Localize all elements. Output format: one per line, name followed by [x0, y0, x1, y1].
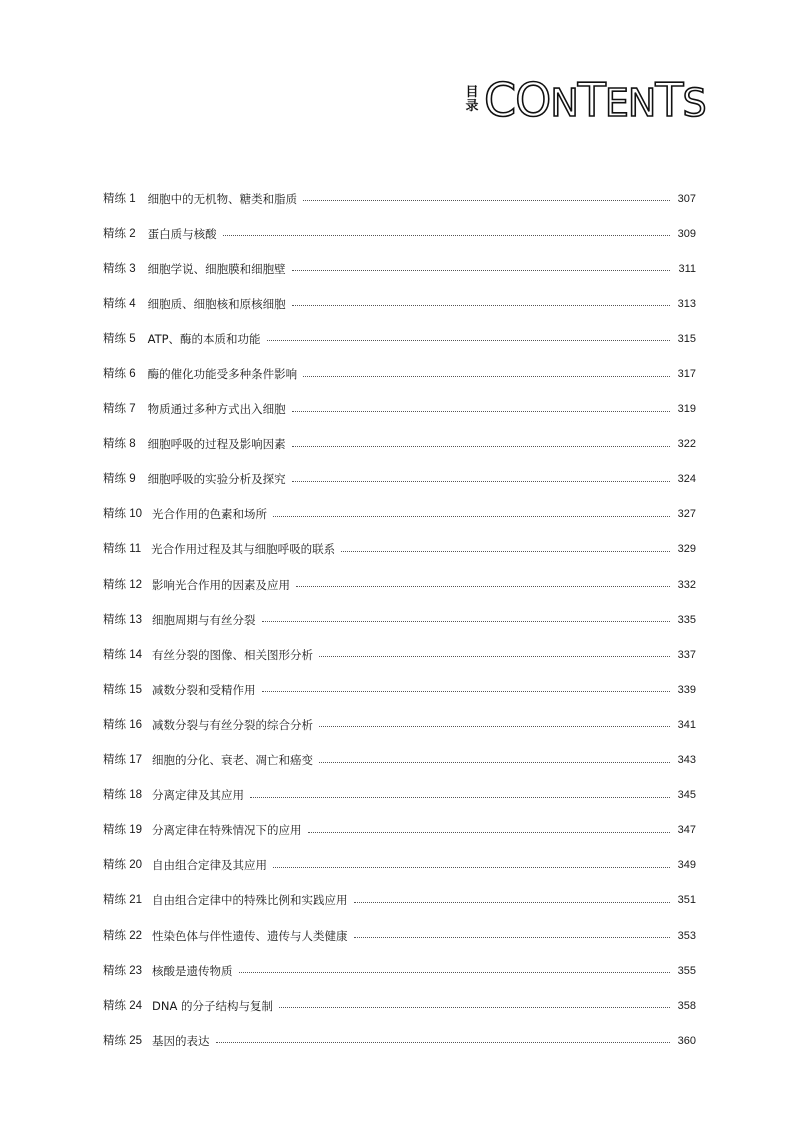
toc-entry-page: 332: [677, 578, 696, 591]
logo-letter: O: [515, 73, 551, 127]
toc-entry[interactable]: [103, 707, 696, 742]
toc-entry-number: 精练 6: [103, 368, 136, 381]
toc-entry-title: 核酸是遗传物质: [152, 963, 233, 978]
toc-entry-number: 精练 10: [103, 508, 142, 521]
toc-entry-page: 317: [677, 368, 696, 381]
logo-letter: T: [655, 73, 683, 127]
toc-leader-dots: [341, 551, 670, 552]
logo-mark-char: 目: [465, 85, 479, 100]
toc-leader-dots: [279, 1007, 670, 1008]
logo-letter: C: [484, 73, 516, 127]
toc-leader-dots: [303, 376, 670, 377]
toc-entry[interactable]: [103, 602, 696, 637]
toc-leader-dots: [308, 832, 671, 833]
toc-leader-dots: [296, 586, 670, 587]
toc-entry-page: 322: [677, 438, 696, 451]
toc-entry-page: 351: [677, 894, 696, 907]
toc-leader-dots: [223, 235, 670, 236]
toc-entry-number: 精练 4: [103, 297, 136, 310]
toc-leader-dots: [292, 481, 670, 482]
toc-entry[interactable]: [103, 918, 696, 953]
toc-entry[interactable]: [103, 743, 696, 778]
toc-entry-number: 精练 3: [103, 262, 136, 275]
toc-entry-page: 329: [677, 543, 696, 556]
toc-leader-dots: [319, 762, 670, 763]
toc-entry-title: 细胞呼吸的过程及影响因素: [147, 437, 286, 452]
toc-entry-page: 309: [677, 227, 696, 240]
toc-entry-title: ATP、酶的本质和功能: [147, 331, 261, 346]
toc-entry-page: 337: [677, 648, 696, 661]
toc-entry-page: 313: [677, 297, 696, 310]
table-of-contents: [103, 181, 696, 1058]
toc-entry[interactable]: [103, 953, 696, 988]
toc-entry[interactable]: [103, 988, 696, 1023]
toc-entry-title: 蛋白质与核酸: [147, 226, 217, 241]
logo-mark-char: 录: [465, 99, 479, 114]
toc-leader-dots: [303, 200, 670, 201]
toc-entry[interactable]: [103, 813, 696, 848]
toc-entry-page: 327: [677, 508, 696, 521]
toc-entry-page: 349: [677, 859, 696, 872]
logo-letter: N: [550, 81, 578, 125]
toc-entry-page: 319: [677, 403, 696, 416]
logo-letter: T: [577, 73, 605, 127]
toc-entry-page: 324: [677, 473, 696, 486]
toc-entry-page: 360: [677, 1034, 696, 1047]
toc-entry-title: 分离定律及其应用: [152, 788, 244, 803]
toc-entry[interactable]: [103, 356, 696, 391]
logo-letter: E: [604, 81, 628, 125]
toc-entry-title: 细胞周期与有丝分裂: [152, 612, 256, 627]
toc-entry-title: 细胞呼吸的实验分析及探究: [147, 472, 286, 487]
toc-leader-dots: [273, 867, 670, 868]
toc-entry-number: 精练 16: [103, 718, 142, 731]
toc-entry-title: DNA 的分子结构与复制: [152, 998, 273, 1013]
toc-entry-number: 精练 8: [103, 438, 136, 451]
toc-leader-dots: [262, 691, 671, 692]
toc-entry-title: 减数分裂与有丝分裂的综合分析: [152, 717, 313, 732]
toc-entry-page: 307: [677, 192, 696, 205]
toc-entry[interactable]: [103, 1023, 696, 1058]
toc-entry-page: 353: [677, 929, 696, 942]
toc-entry[interactable]: [103, 181, 696, 216]
toc-entry-number: 精练 24: [103, 999, 142, 1012]
toc-leader-dots: [262, 621, 671, 622]
toc-leader-dots: [319, 726, 670, 727]
toc-entry-number: 精练 2: [103, 227, 136, 240]
toc-entry-number: 精练 19: [103, 824, 142, 837]
toc-entry-number: 精练 17: [103, 754, 142, 767]
toc-entry-number: 精练 13: [103, 613, 142, 626]
toc-entry-page: 345: [677, 789, 696, 802]
toc-entry[interactable]: [103, 778, 696, 813]
toc-entry-number: 精练 20: [103, 859, 142, 872]
toc-leader-dots: [292, 446, 670, 447]
toc-leader-dots: [292, 411, 670, 412]
toc-entry-number: 精练 12: [103, 578, 142, 591]
toc-entry[interactable]: [103, 392, 696, 427]
toc-leader-dots: [292, 270, 670, 271]
toc-entry-title: 基因的表达: [152, 1033, 210, 1048]
toc-entry-page: 358: [677, 999, 696, 1012]
toc-entry-title: 自由组合定律中的特殊比例和实践应用: [152, 893, 348, 908]
toc-entry-page: 315: [677, 332, 696, 345]
toc-entry-title: 细胞学说、细胞膜和细胞壁: [147, 261, 286, 276]
toc-entry[interactable]: [103, 637, 696, 672]
toc-entry-page: 347: [677, 824, 696, 837]
toc-entry[interactable]: [103, 286, 696, 321]
toc-entry-title: 有丝分裂的图像、相关图形分析: [152, 647, 313, 662]
toc-leader-dots: [292, 305, 670, 306]
toc-entry-number: 精练 18: [103, 789, 142, 802]
toc-entry[interactable]: [103, 883, 696, 918]
toc-entry-title: 细胞的分化、衰老、凋亡和癌变: [152, 753, 313, 768]
toc-entry[interactable]: [103, 532, 696, 567]
toc-entry-number: 精练 22: [103, 929, 142, 942]
toc-entry-page: 343: [677, 754, 696, 767]
toc-leader-dots: [216, 1042, 671, 1043]
toc-entry-title: 减数分裂和受精作用: [152, 682, 256, 697]
toc-leader-dots: [319, 656, 670, 657]
toc-entry-title: 自由组合定律及其应用: [152, 858, 267, 873]
toc-leader-dots: [273, 516, 670, 517]
toc-leader-dots: [250, 797, 670, 798]
toc-entry-title: 细胞质、细胞核和原核细胞: [147, 296, 286, 311]
logo-letter: N: [627, 81, 656, 125]
toc-entry[interactable]: [103, 497, 696, 532]
toc-entry-number: 精练 23: [103, 964, 142, 977]
toc-entry-number: 精练 5: [103, 332, 136, 345]
toc-leader-dots: [354, 937, 671, 938]
toc-entry-number: 精练 14: [103, 648, 142, 661]
toc-entry-number: 精练 15: [103, 683, 142, 696]
logo-wordmark: [484, 73, 706, 127]
toc-entry-title: 光合作用的色素和场所: [152, 507, 267, 522]
toc-entry-title: 分离定律在特殊情况下的应用: [152, 823, 302, 838]
toc-entry-title: 影响光合作用的因素及应用: [152, 577, 290, 592]
toc-entry-number: 精练 1: [103, 192, 136, 205]
toc-entry-page: 339: [677, 683, 696, 696]
toc-entry[interactable]: [103, 567, 696, 602]
toc-entry-number: 精练 11: [103, 543, 142, 556]
toc-entry-number: 精练 9: [103, 473, 136, 486]
toc-entry[interactable]: [103, 216, 696, 251]
toc-entry[interactable]: [103, 672, 696, 707]
toc-entry-title: 性染色体与伴性遗传、遗传与人类健康: [152, 928, 348, 943]
toc-entry[interactable]: [103, 321, 696, 356]
toc-entry-page: 335: [677, 613, 696, 626]
toc-entry[interactable]: [103, 251, 696, 286]
toc-entry-title: 光合作用过程及其与细胞呼吸的联系: [151, 542, 336, 557]
toc-entry[interactable]: [103, 848, 696, 883]
toc-entry-page: 311: [678, 262, 696, 275]
toc-entry-title: 物质通过多种方式出入细胞: [147, 402, 286, 417]
toc-leader-dots: [354, 902, 671, 903]
toc-entry-title: 细胞中的无机物、糖类和脂质: [147, 191, 298, 206]
toc-entry-title: 酶的催化功能受多种条件影响: [147, 367, 298, 382]
toc-leader-dots: [267, 340, 670, 341]
toc-entry-number: 精练 7: [103, 403, 136, 416]
contents-logo: [464, 73, 734, 128]
toc-leader-dots: [239, 972, 671, 973]
toc-entry-number: 精练 25: [103, 1034, 142, 1047]
logo-letter: S: [682, 81, 706, 125]
toc-entry[interactable]: [103, 427, 696, 462]
toc-entry-number: 精练 21: [103, 894, 142, 907]
toc-entry-page: 341: [677, 718, 696, 731]
logo-mark: [464, 86, 480, 120]
toc-entry[interactable]: [103, 462, 696, 497]
toc-entry-page: 355: [677, 964, 696, 977]
